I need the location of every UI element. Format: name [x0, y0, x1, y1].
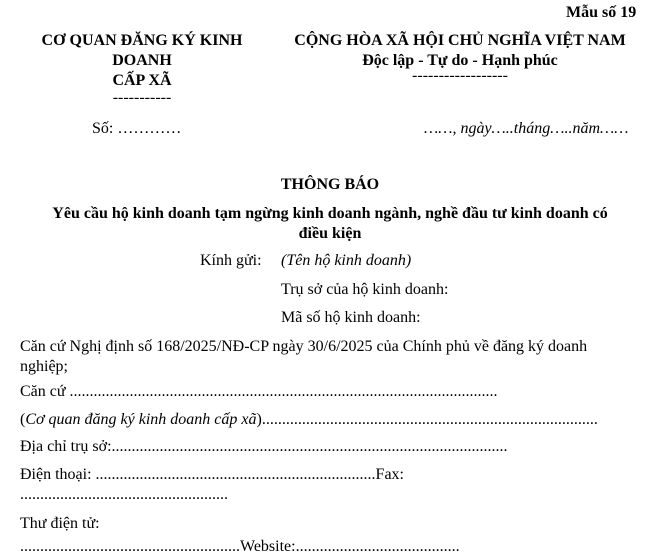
- agency-divider: -----------: [112, 89, 172, 106]
- phone-continuation: ....................................................: [20, 486, 228, 503]
- nation-divider: ------------------: [412, 67, 508, 84]
- agency-line-1: CƠ QUAN ĐĂNG KÝ KINH: [41, 32, 243, 49]
- recipient-office: Trụ sở của hộ kinh doanh:: [281, 281, 449, 298]
- agency-line-2: DOANH: [112, 52, 172, 69]
- nation-title: CỘNG HÒA XÃ HỘI CHỦ NGHĨA VIỆT NAM: [294, 32, 626, 49]
- basis-line-1: Căn cứ Nghị định số 168/2025/NĐ-CP ngày 30/6/2025 của Chính phủ về đăng ký doanh: [20, 338, 588, 355]
- agency-suffix: )....................................................................................: [256, 411, 598, 428]
- basis-line-2: nghiệp;: [20, 358, 68, 375]
- agency-header: [20, 31, 264, 91]
- form-number: Mẫu số 19: [566, 4, 637, 21]
- agency-name-line: [20, 411, 598, 429]
- notice-subtitle-line-1: Yêu cầu hộ kinh doanh tạm ngừng kinh doanh ngành, nghề đầu tư kinh doanh có: [52, 205, 608, 222]
- notice-subtitle: [0, 204, 660, 244]
- nation-header: [278, 31, 642, 71]
- basis-2: Căn cứ ...........................................................................................................: [20, 383, 498, 400]
- email-line: Thư điện tử:: [20, 515, 100, 532]
- nation-motto: Độc lập - Tự do - Hạnh phúc: [362, 52, 558, 69]
- address-line: Địa chỉ trụ sở:...................................................................................................: [20, 438, 508, 455]
- recipient-name: (Tên hộ kinh doanh): [281, 252, 412, 269]
- agency-name-label: Cơ quan đăng ký kinh doanh cấp xã: [25, 411, 257, 428]
- agency-prefix: (: [20, 411, 26, 428]
- phone-line: Điện thoại: ......................................................................Fax:: [20, 466, 404, 483]
- website-line: .......................................................Website:.........................................: [20, 538, 460, 555]
- notice-title: THÔNG BÁO: [280, 176, 380, 193]
- recipient-label: Kính gửi:: [200, 252, 262, 269]
- document-number: Số: …………: [92, 120, 182, 137]
- recipient-code: Mã số hộ kinh doanh:: [281, 309, 421, 326]
- notice-subtitle-line-2: điều kiện: [298, 225, 362, 242]
- document-date: ……, ngày…..tháng…..năm……: [424, 120, 629, 137]
- agency-line-3: CẤP XÃ: [112, 72, 172, 89]
- basis-paragraph: [20, 337, 587, 377]
